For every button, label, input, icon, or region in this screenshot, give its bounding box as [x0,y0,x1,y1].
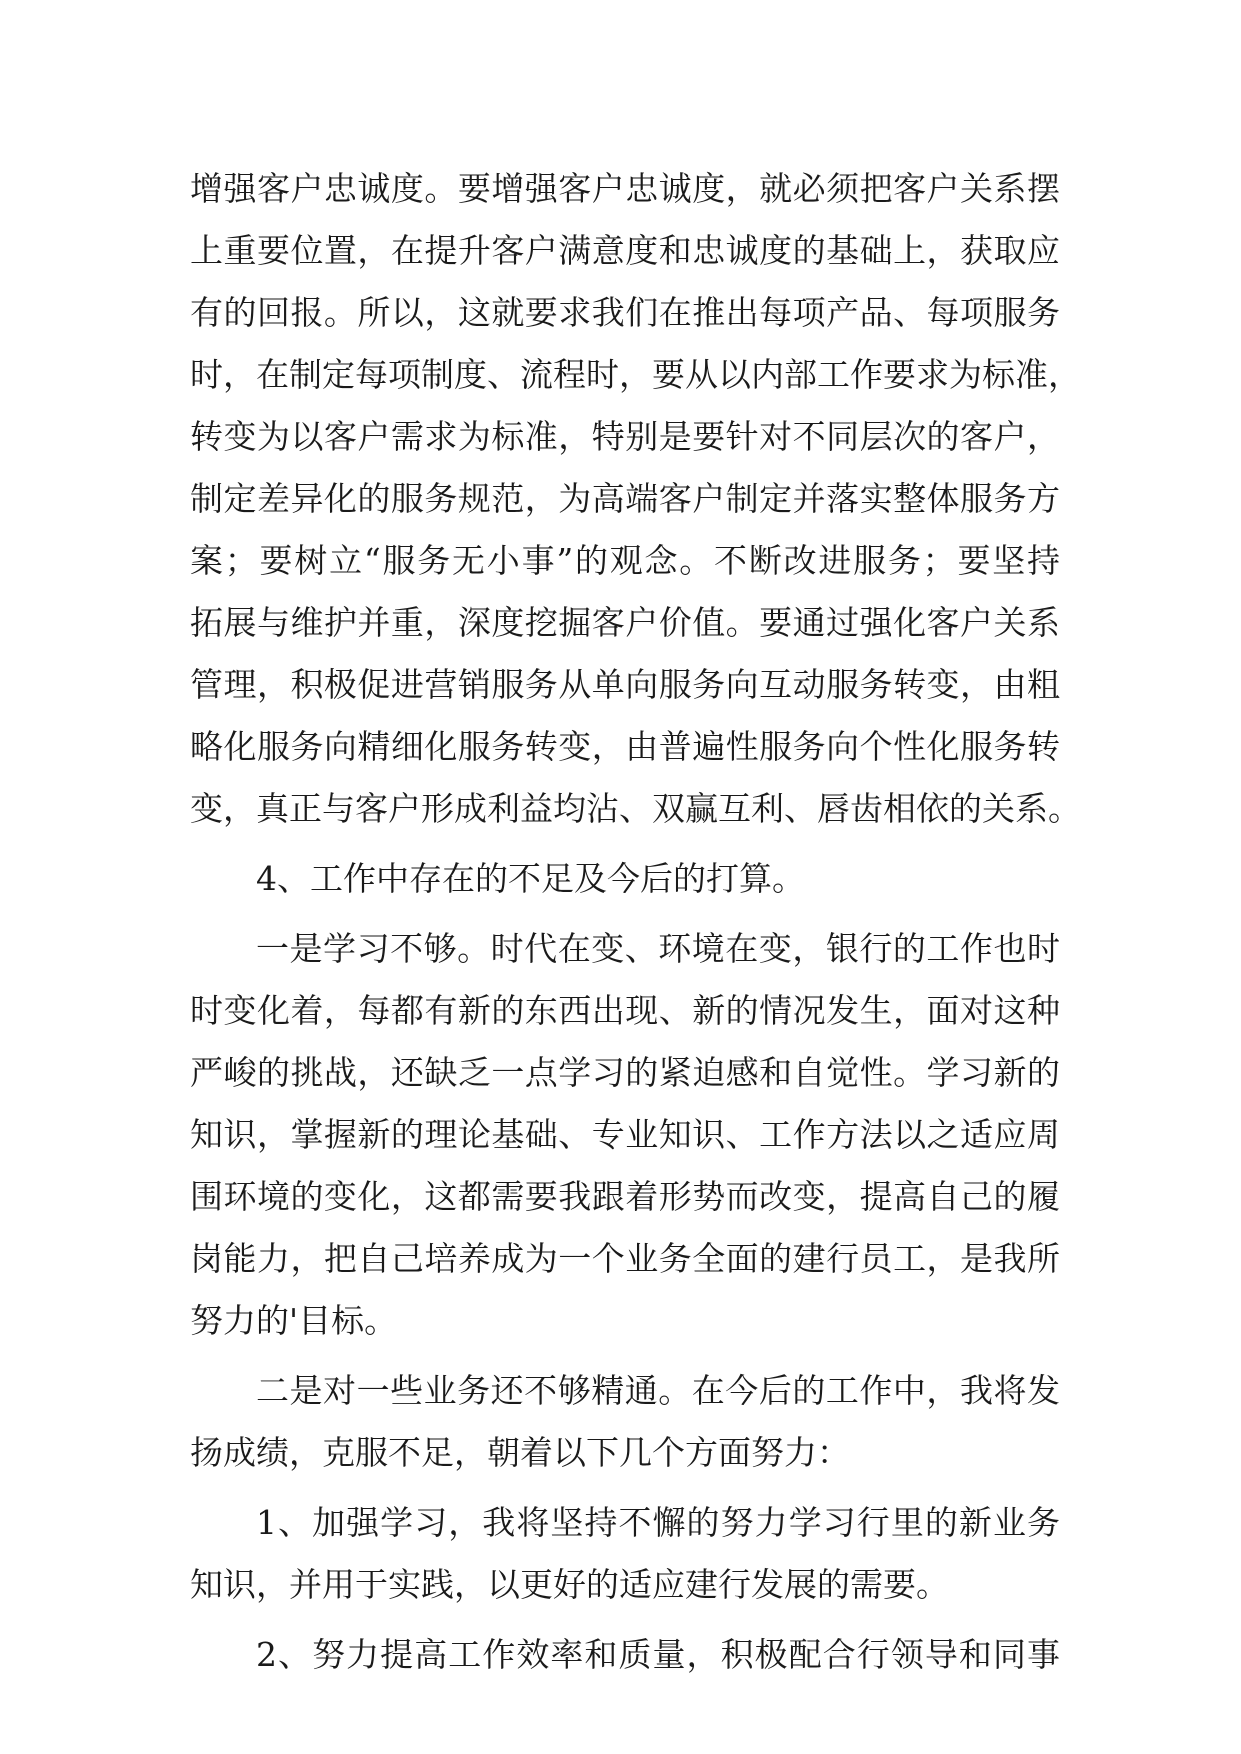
body-line: 岗能力，把自己培养成为一个业务全面的建行员工，是我所 [190,1239,1060,1278]
body-line: 有的回报。所以，这就要求我们在推出每项产品、每项服务 [190,293,1060,332]
body-line: 时变化着，每都有新的东西出现、新的情况发生，面对这种 [190,991,1060,1030]
body-line: 扬成绩，克服不足，朝着以下几个方面努力： [190,1433,850,1472]
body-line: 一是学习不够。时代在变、环境在变，银行的工作也时 [256,929,1060,968]
body-line: 知识，掌握新的理论基础、专业知识、工作方法以之适应周 [190,1115,1060,1154]
body-line: 拓展与维护并重，深度挖掘客户价值。要通过强化客户关系 [190,603,1060,642]
body-line: 知识，并用于实践，以更好的适应建行发展的需要。 [190,1565,949,1604]
body-line: 增强客户忠诚度。要增强客户忠诚度，就必须把客户关系摆 [190,169,1060,208]
body-line: 努力的'目标。 [190,1301,398,1340]
body-line: 略化服务向精细化服务转变，由普遍性服务向个性化服务转 [190,727,1060,766]
body-line: 上重要位置，在提升客户满意度和忠诚度的基础上，获取应 [190,231,1060,270]
body-line: 案；要树立“服务无小事”的观念。不断改进服务；要坚持 [190,541,1060,580]
document-body [190,158,1081,1686]
body-line: 2、努力提高工作效率和质量，积极配合行领导和同事 [256,1635,1060,1674]
body-line: 严峻的挑战，还缺乏一点学习的紧迫感和自觉性。学习新的 [190,1053,1060,1092]
body-line: 二是对一些业务还不够精通。在今后的工作中，我将发 [256,1371,1060,1410]
body-line: 转变为以客户需求为标准，特别是要针对不同层次的客户， [190,417,1060,456]
body-line: 管理，积极促进营销服务从单向服务向互动服务转变，由粗 [190,665,1060,704]
body-line: 变，真正与客户形成利益均沾、双赢互利、唇齿相依的关系。 [190,789,1081,828]
section-heading: 4、工作中存在的不足及今后的打算。 [256,859,805,898]
body-line: 围环境的变化，这都需要我跟着形势而改变，提高自己的履 [190,1177,1060,1216]
body-line: 时，在制定每项制度、流程时，要从以内部工作要求为标准， [190,355,1081,394]
body-line: 1、加强学习，我将坚持不懈的努力学习行里的新业务 [256,1503,1060,1542]
body-line: 制定差异化的服务规范，为高端客户制定并落实整体服务方 [190,479,1060,518]
